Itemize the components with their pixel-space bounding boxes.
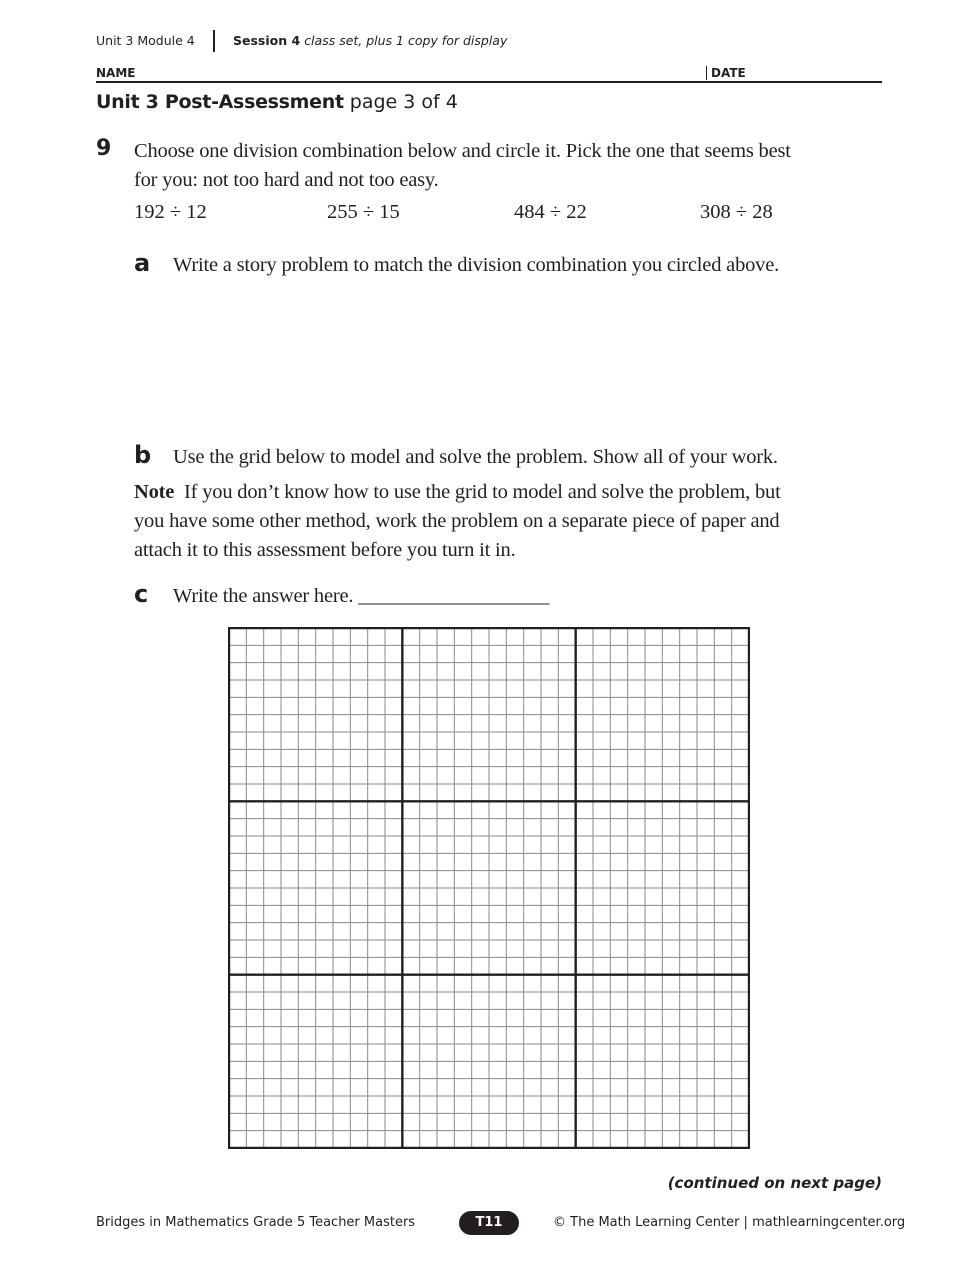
part-b-text: Use the grid below to model and solve the problem. Show all of your work. [173, 446, 778, 468]
question-prompt-line-1: Choose one division combination below and circle it. Pick the one that seems best [134, 140, 791, 162]
note-line-3: attach it to this assessment before you turn it in. [134, 539, 516, 561]
footer-copyright: © The Math Learning Center | mathlearningcenter.org [553, 1215, 906, 1230]
part-b-label: b [134, 441, 152, 469]
footer-publication: Bridges in Mathematics Grade 5 Teacher Masters [96, 1215, 416, 1230]
header-divider [213, 30, 215, 52]
combination-option[interactable]: 192 ÷ 12 [134, 201, 207, 223]
note-line-1 [134, 478, 781, 507]
part-c-label: c [134, 580, 149, 608]
part-c-text[interactable]: Write the answer here. ___________________ [173, 585, 550, 607]
date-divider [706, 66, 707, 80]
note-line-2: you have some other method, work the problem on a separate piece of paper and [134, 510, 780, 532]
date-label: DATE [711, 66, 746, 80]
note-label: Note [134, 481, 175, 503]
title-main: Unit 3 Post-Assessment [96, 91, 344, 113]
session-note: class set, plus 1 copy for display [304, 33, 508, 48]
part-a-label: a [134, 249, 151, 277]
story-answer-area[interactable] [134, 290, 882, 430]
continued-note: (continued on next page) [667, 1174, 882, 1192]
grid-svg[interactable] [228, 627, 750, 1149]
part-a-text: Write a story problem to match the division combination you circled above. [173, 254, 780, 276]
note-text: If you don’t know how to use the grid to model and solve the problem, but [184, 481, 781, 503]
combination-option[interactable]: 484 ÷ 22 [514, 201, 587, 223]
session-label: Session 4 [233, 33, 301, 48]
name-label: NAME [96, 66, 136, 80]
page-code-badge: T11 [459, 1211, 519, 1235]
page-title [96, 91, 458, 113]
session-info [233, 33, 507, 48]
question-prompt-line-2: for you: not too hard and not too easy. [134, 169, 439, 191]
combination-option[interactable]: 308 ÷ 28 [700, 201, 773, 223]
title-page: page 3 of 4 [349, 91, 458, 113]
name-field-line[interactable] [96, 81, 882, 83]
question-number: 9 [96, 136, 112, 161]
unit-module-label: Unit 3 Module 4 [96, 33, 195, 48]
combination-option[interactable]: 255 ÷ 15 [327, 201, 400, 223]
work-grid[interactable] [228, 627, 750, 1154]
